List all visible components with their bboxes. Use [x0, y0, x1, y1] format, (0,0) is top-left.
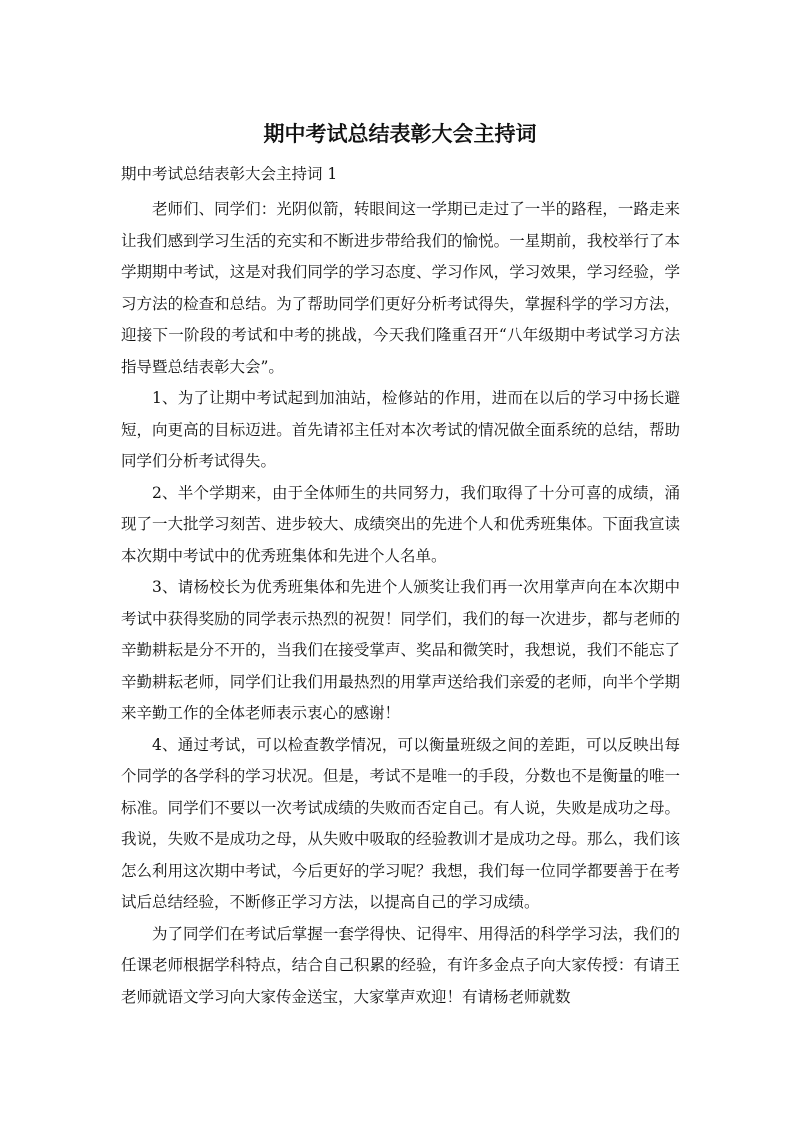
- document-body: [121, 194, 680, 1013]
- paragraph-opening: 老师们、同学们：光阴似箭，转眼间这一学期已走过了一半的路程，一路走来让我们感到学习生活的充实和不断进步带给我们的愉悦。一星期前，我校举行了本学期期中考试，这是对我们同学的学习态度、学习作风，学习效果，学习经验，学习方法的检查和总结。为了帮助同学们更好分析考试得失，掌握科学的学习方法，迎接下一阶段的考试和中考的挑战，今天我们隆重召开“八年级期中考试学习方法指导暨总结表彰大会”。: [121, 200, 680, 376]
- document-subtitle: 期中考试总结表彰大会主持词 1: [121, 165, 338, 183]
- paragraph-closing: 为了同学们在考试后掌握一套学得快、记得牢、用得活的科学学习法，我们的任课老师根据学科特点，结合自己积累的经验，有许多金点子向大家传授：有请王老师就语文学习向大家传金送宝，大家掌声欢迎！有请杨老师就数: [121, 924, 680, 1006]
- document-title: 期中考试总结表彰大会主持词: [263, 122, 537, 146]
- paragraph-item-3: 3、请杨校长为优秀班集体和先进个人颁奖让我们再一次用掌声向在本次期中考试中获得奖励的同学表示热烈的祝贺！同学们，我们的每一次进步，都与老师的辛勤耕耘是分不开的，当我们在接受掌声、奖品和微笑时，我想说，我们不能忘了辛勤耕耘老师，同学们让我们用最热烈的用掌声送给我们亲爱的老师，向半个学期来辛勤工作的全体老师表示衷心的感谢！: [121, 578, 680, 722]
- paragraph-item-1: 1、为了让期中考试起到加油站，检修站的作用，进而在以后的学习中扬长避短，向更高的目标迈进。首先请祁主任对本次考试的情况做全面系统的总结，帮助同学们分析考试得失。: [121, 389, 680, 470]
- paragraph-item-2: 2、半个学期来，由于全体师生的共同努力，我们取得了十分可喜的成绩，涌现了一大批学习刻苦、进步较大、成绩突出的先进个人和优秀班集体。下面我宣读本次期中考试中的优秀班集体和先进个人名单。: [121, 483, 680, 565]
- paragraph-item-4: 4、通过考试，可以检查教学情况，可以衡量班级之间的差距，可以反映出每个同学的各学科的学习状况。但是，考试不是唯一的手段，分数也不是衡量的唯一标准。同学们不要以一次考试成绩的失败而否定自己。有人说，失败是成功之母。我说，失败不是成功之母，从失败中吸取的经验教训才是成功之母。那么，我们该怎么利用这次期中考试，今后更好的学习呢？我想，我们每一位同学都要善于在考试后总结经验，不断修正学习方法，以提高自己的学习成绩。: [121, 735, 680, 911]
